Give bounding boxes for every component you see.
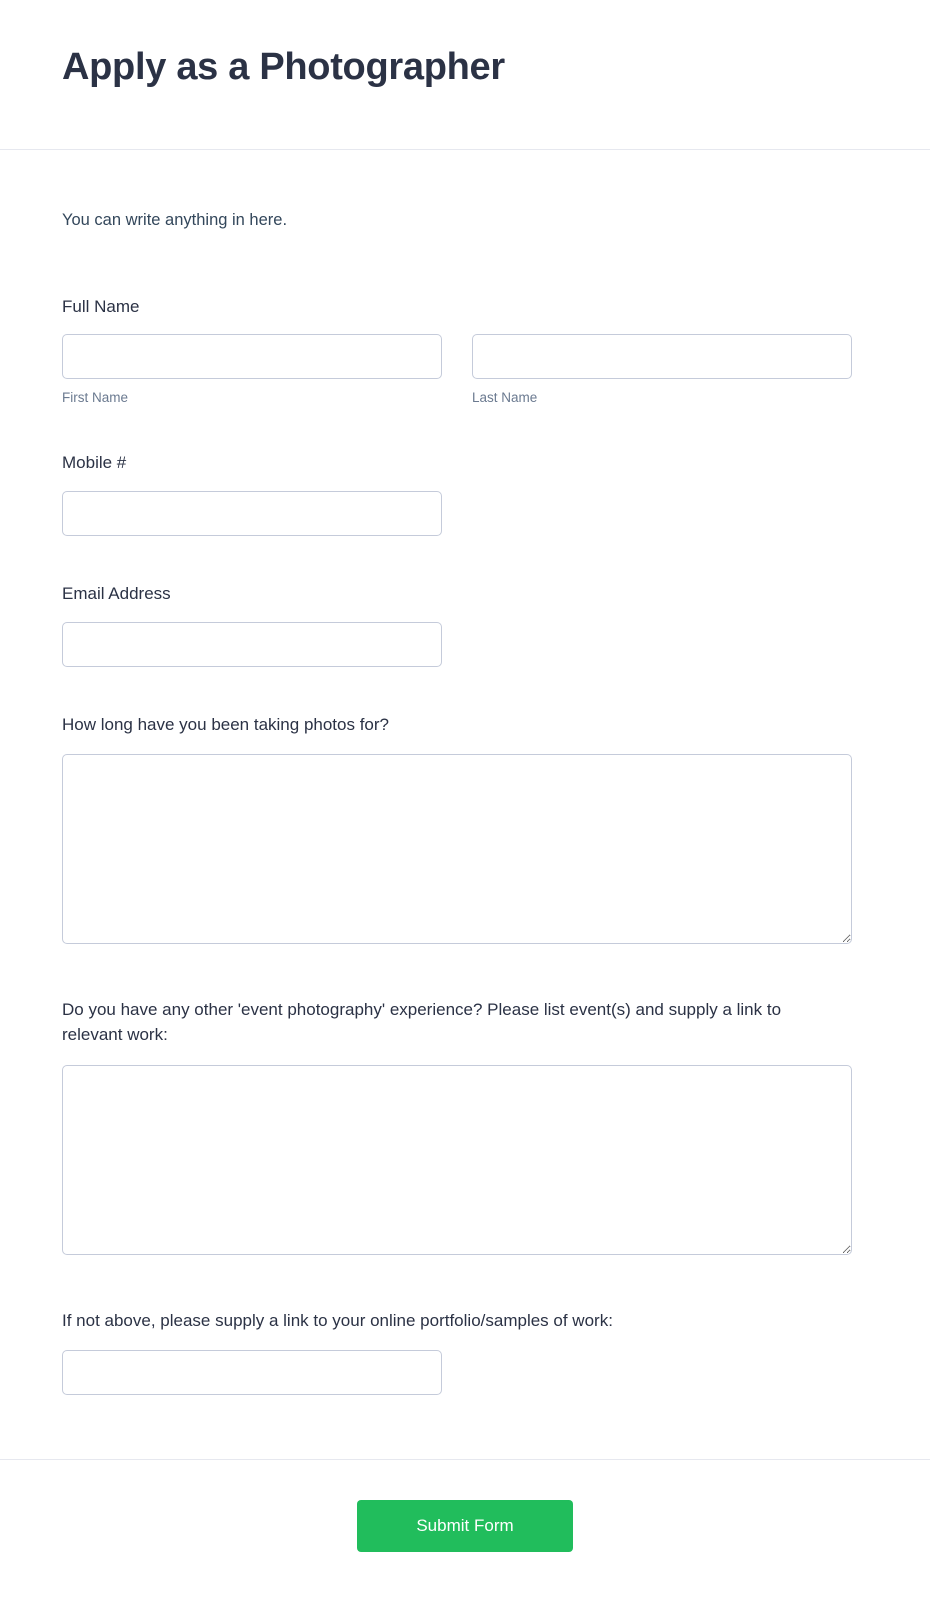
- full-name-input-row: [62, 334, 868, 405]
- first-name-input[interactable]: [62, 334, 442, 379]
- email-label: Email Address: [62, 584, 171, 604]
- portfolio-link-label: If not above, please supply a link to your online portfolio/samples of work:: [62, 1310, 613, 1330]
- full-name-label: Full Name: [62, 296, 140, 316]
- mobile-input[interactable]: [62, 491, 442, 536]
- portfolio-link-input[interactable]: [62, 1350, 442, 1395]
- field-portfolio-link: [62, 1309, 868, 1396]
- experience-duration-label: How long have you been taking photos for?: [62, 714, 390, 734]
- first-name-sub-label: First Name: [62, 390, 129, 406]
- last-name-sub-label: Last Name: [472, 390, 538, 406]
- mobile-label: Mobile #: [62, 453, 127, 473]
- experience-duration-textarea[interactable]: [62, 754, 852, 944]
- field-experience-duration: [62, 713, 868, 945]
- event-experience-label: Do you have any other 'event photography' experience? Please list event(s) and supply a link to relevant work:: [62, 1000, 782, 1044]
- last-name-column: [472, 334, 852, 405]
- submit-form-button[interactable]: Submit Form: [357, 1500, 573, 1552]
- form-body: [0, 150, 930, 1459]
- form-header: [0, 0, 930, 150]
- last-name-input[interactable]: [472, 334, 852, 379]
- email-input[interactable]: [62, 622, 442, 667]
- form-intro-text: You can write anything in here.: [62, 211, 288, 229]
- event-experience-textarea[interactable]: [62, 1065, 852, 1255]
- form-footer: [0, 1459, 930, 1608]
- first-name-column: [62, 334, 442, 405]
- field-mobile: [62, 451, 868, 536]
- field-full-name: [62, 295, 868, 406]
- field-email: [62, 582, 868, 667]
- field-event-experience: [62, 998, 868, 1254]
- page-title: Apply as a Photographer: [62, 46, 505, 88]
